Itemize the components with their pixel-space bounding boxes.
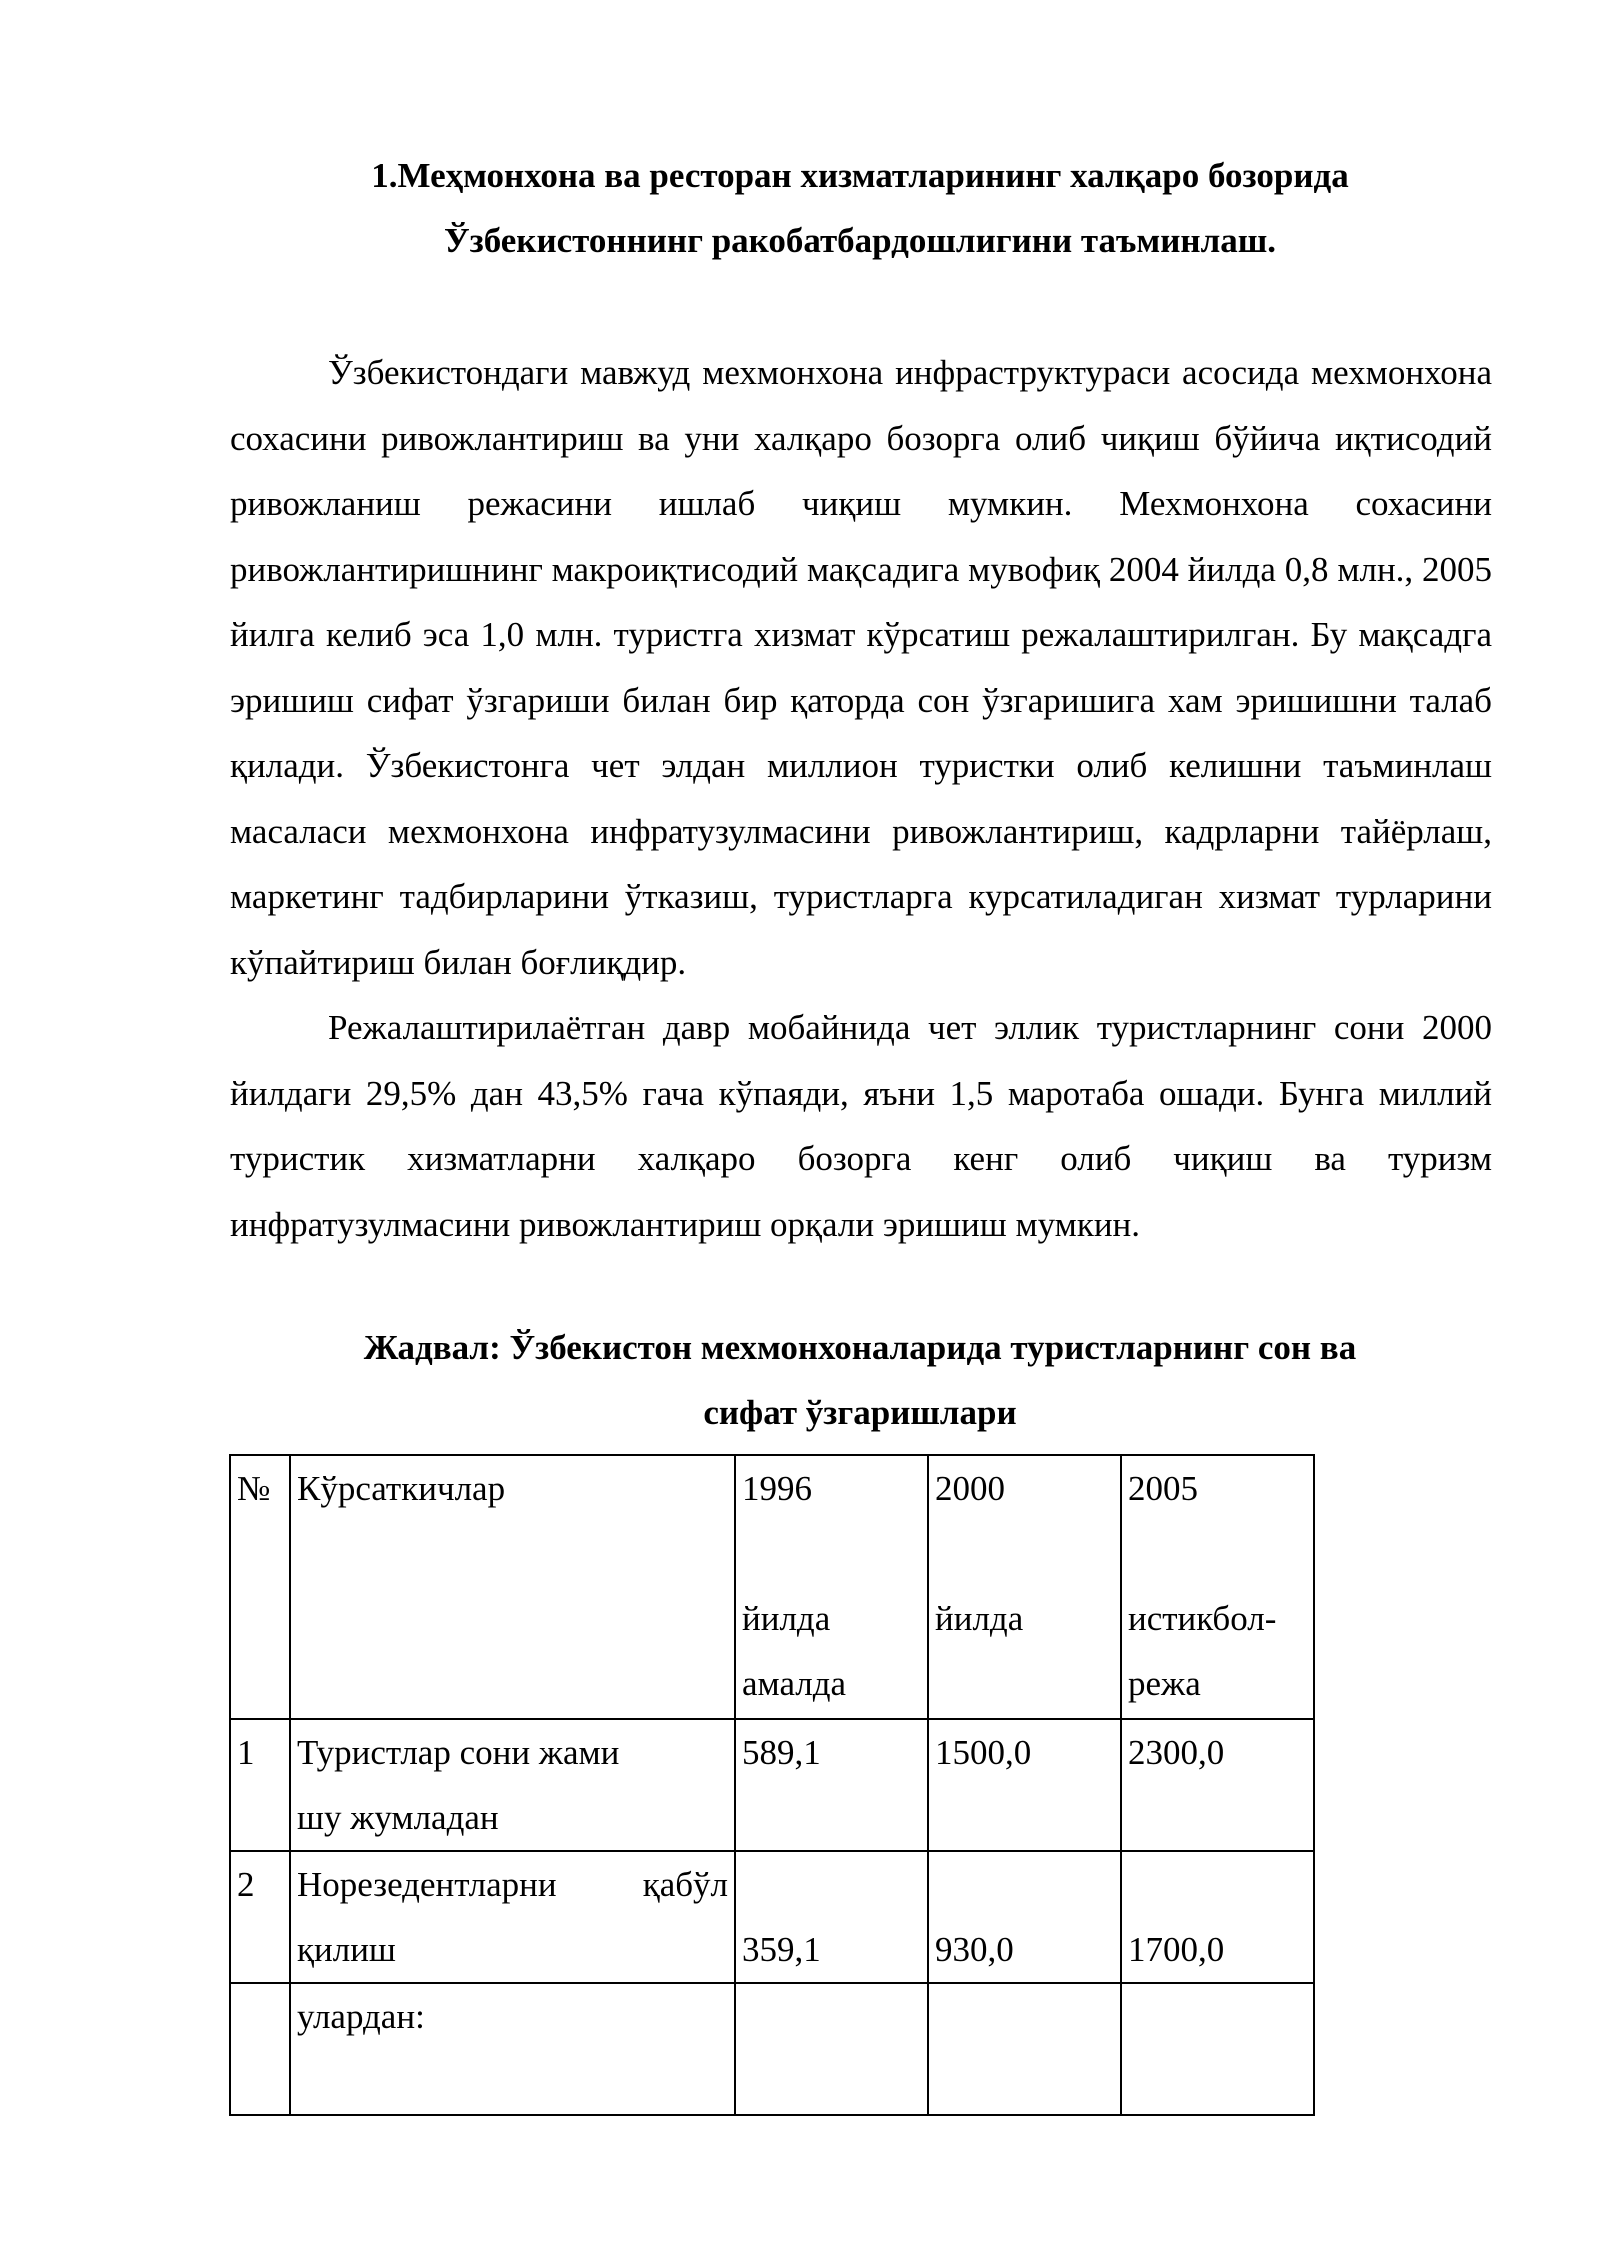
row-value-2000-text: 930,0 [935, 1930, 1014, 1969]
table-caption-line-1: Жадвал: Ўзбекистон мехмонхоналарида туристларнинг сон ва [363, 1328, 1357, 1367]
row-value-2000: 1500,0 [928, 1719, 1121, 1851]
row-value-2000 [928, 1983, 1121, 2115]
header-number: № [230, 1455, 290, 1719]
row-label-line-1: Туристлар сони жами [297, 1733, 620, 1772]
row-number: 1 [230, 1719, 290, 1851]
table-row [230, 1983, 1314, 2115]
row-value-2005: 2300,0 [1121, 1719, 1314, 1851]
row-value-1996-text: 359,1 [742, 1930, 821, 1969]
row-number: 2 [230, 1851, 290, 1983]
table-caption-line-2: сифат ўзгаришлари [703, 1393, 1017, 1432]
header-2000-line2: йилда [935, 1599, 1024, 1638]
header-2000 [928, 1455, 1121, 1719]
row-label-line-2: шу жумладан [297, 1798, 499, 1837]
table-caption [230, 1315, 1490, 1445]
row-value-1996 [735, 1851, 928, 1983]
row-label-word-1: Норезедентларни [297, 1865, 557, 1904]
table-row [230, 1719, 1314, 1851]
table-header-row [230, 1455, 1314, 1719]
row-label [290, 1719, 735, 1851]
row-value-2000 [928, 1851, 1121, 1983]
header-2005 [1121, 1455, 1314, 1719]
header-2005-year: 2005 [1128, 1469, 1198, 1508]
title-line-2: Ўзбекистоннинг ракобатбардошлигини таъминлаш. [443, 221, 1277, 260]
body-text [230, 340, 1492, 1257]
header-indicator: Кўрсаткичлар [290, 1455, 735, 1719]
header-1996 [735, 1455, 928, 1719]
title-line-1: 1.Меҳмонхона ва ресторан хизматларининг халқаро бозорида [371, 156, 1349, 195]
header-2005-line2: истикбол- [1128, 1599, 1277, 1638]
row-number [230, 1983, 290, 2115]
row-value-2005 [1121, 1983, 1314, 2115]
row-label: улардан: [290, 1983, 735, 2115]
document-title [230, 143, 1490, 273]
row-value-1996 [735, 1983, 928, 2115]
row-label [290, 1851, 735, 1983]
data-table [229, 1454, 1315, 2116]
table-row [230, 1851, 1314, 1983]
paragraph-1: Ўзбекистондаги мавжуд мехмонхона инфраструктураси асосида мехмонхона сохасини ривожлантириш ва уни халқаро бозорга олиб чиқиш бўйича иқтисодий ривожланиш режасини ишлаб чиқиш мумкин. Мехмонхона сохасини ривожлантиришнинг макроиқтисодий мақсадига мувофиқ 2004 йилда 0,8 млн., 2005 йилга келиб эса 1,0 млн. туристга хизмат кўрсатиш режалаштирилган. Бу мақсадга эришиш сифат ўзгариши билан бир қаторда сон ўзгаришига хам эришишни талаб қилади. Ўзбекистонга чет элдан миллион туристки олиб келишни таъминлаш масаласи мехмонхона инфратузулмасини ривожлантириш, кадрларни тайёрлаш, маркетинг тадбирларини ўтказиш, туристларга курсатиладиган хизмат турларини кўпайтириш билан боғлиқдир. [230, 353, 1492, 982]
row-value-1996: 589,1 [735, 1719, 928, 1851]
row-value-2005-text: 1700,0 [1128, 1930, 1225, 1969]
header-2005-line3: режа [1128, 1664, 1201, 1703]
header-2000-year: 2000 [935, 1469, 1005, 1508]
row-label-line-2: қилиш [297, 1930, 396, 1969]
row-label-line-1 [297, 1852, 728, 1917]
row-value-2005 [1121, 1851, 1314, 1983]
header-1996-line2: йилда [742, 1599, 831, 1638]
header-1996-year: 1996 [742, 1469, 812, 1508]
header-1996-line3: амалда [742, 1664, 847, 1703]
row-label-word-2: қабўл [642, 1865, 728, 1904]
paragraph-2: Режалаштирилаётган давр мобайнида чет эллик туристларнинг сони 2000 йилдаги 29,5% дан 43,5% гача кўпаяди, яъни 1,5 маротаба ошади. Бунга миллий туристик хизматларни халқаро бозорга кенг олиб чиқиш ва туризм инфратузулмасини ривожлантириш орқали эришиш мумкин. [230, 1008, 1492, 1244]
